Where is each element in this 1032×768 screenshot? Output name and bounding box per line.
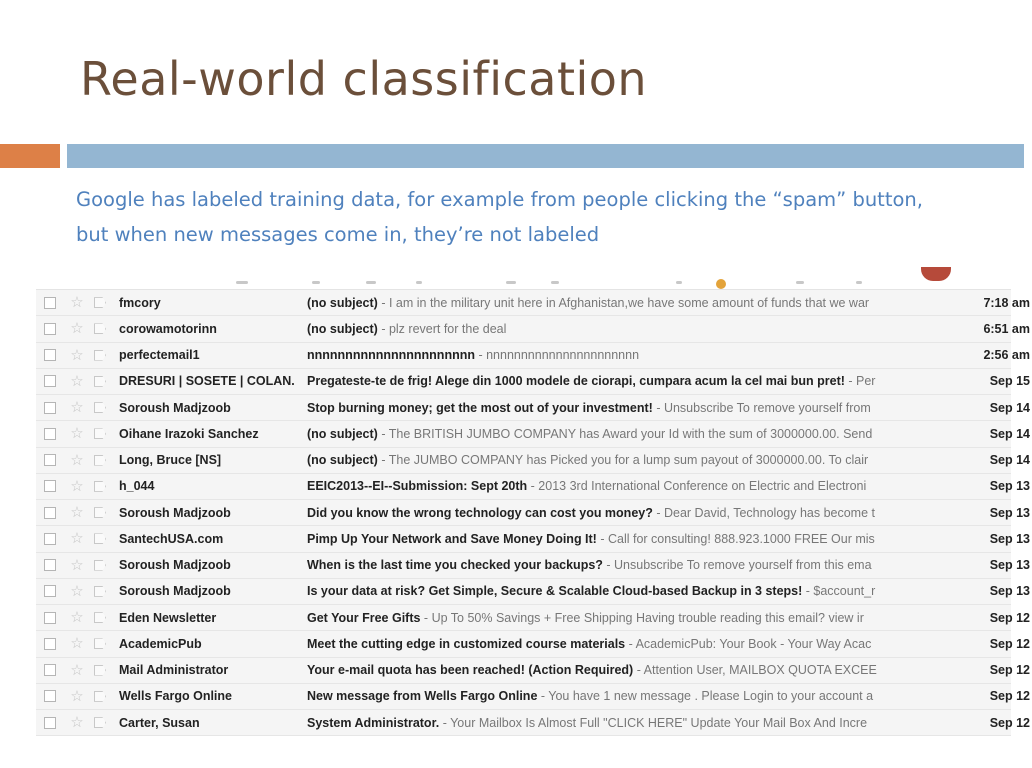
email-snippet: The BRITISH JUMBO COMPANY has Award your Id with the sum of 3000000.00. Send [388, 426, 873, 441]
email-snippet-separator: - [844, 374, 857, 389]
email-sender: DRESURI | SOSETE | COLAN. [119, 374, 295, 389]
select-checkbox[interactable] [44, 428, 56, 440]
select-checkbox[interactable] [44, 585, 56, 597]
email-date: Sep 14 [989, 453, 1030, 468]
email-snippet: I am in the military unit here in Afghanistan,we have some amount of funds that we war [388, 295, 870, 310]
star-icon[interactable]: ☆ [70, 294, 84, 312]
email-subject: Is your data at risk? Get Simple, Secure & Scalable Cloud-based Backup in 3 steps! [307, 584, 803, 599]
email-snippet: AcademicPub: Your Book - Your Way Acac [635, 636, 872, 651]
email-sender: h_044 [119, 479, 155, 494]
email-snippet: Up To 50% Savings + Free Shipping Having trouble reading this email? view ir [431, 610, 864, 625]
email-content [307, 663, 905, 677]
email-snippet-separator: - [420, 610, 432, 625]
importance-marker-icon[interactable] [94, 691, 106, 702]
star-icon[interactable]: ☆ [70, 687, 84, 705]
star-icon[interactable]: ☆ [70, 556, 84, 574]
email-snippet-separator: - [377, 295, 389, 310]
email-content [307, 479, 905, 493]
email-sender: Mail Administrator [119, 663, 229, 678]
email-snippet: Call for consulting! 888.923.1000 FREE Our mis [607, 531, 875, 546]
email-subject: (no subject) [307, 295, 378, 310]
importance-marker-icon[interactable] [94, 376, 106, 387]
star-icon[interactable]: ☆ [70, 661, 84, 679]
email-content [307, 689, 905, 703]
email-sender: Soroush Madjzoob [119, 505, 231, 520]
select-checkbox[interactable] [44, 402, 56, 414]
importance-marker-icon[interactable] [94, 297, 106, 308]
email-subject: New message from Wells Fargo Online [307, 689, 538, 704]
email-snippet-separator: - [377, 453, 389, 468]
email-date: 7:18 am [983, 295, 1030, 310]
email-snippet: Dear David, Technology has become t [663, 505, 875, 520]
email-sender: Long, Bruce [NS] [119, 453, 222, 468]
email-snippet-separator: - [652, 400, 664, 415]
email-content [307, 716, 905, 730]
email-date: 6:51 am [983, 321, 1030, 336]
email-row[interactable] [36, 500, 1030, 526]
email-row[interactable] [36, 448, 1030, 474]
email-snippet: Unsubscribe To remove yourself from [663, 400, 871, 415]
email-row[interactable] [36, 474, 1030, 500]
importance-marker-icon[interactable] [94, 533, 106, 544]
email-content [307, 506, 905, 520]
importance-marker-icon[interactable] [94, 481, 106, 492]
email-snippet-separator: - [439, 715, 451, 730]
email-row[interactable] [36, 684, 1030, 710]
email-snippet-separator: - [652, 505, 664, 520]
email-sender: AcademicPub [119, 636, 202, 651]
email-snippet-separator: - [625, 636, 636, 651]
email-content [307, 611, 905, 625]
email-row[interactable] [36, 579, 1030, 605]
email-row[interactable] [36, 395, 1030, 421]
email-date: Sep 12 [989, 715, 1030, 730]
email-snippet: $account_r [813, 584, 876, 599]
select-checkbox[interactable] [44, 612, 56, 624]
email-content [307, 348, 905, 362]
email-subject: (no subject) [307, 321, 378, 336]
email-sender: Soroush Madjzoob [119, 558, 231, 573]
email-content [307, 296, 905, 310]
importance-marker-icon[interactable] [94, 717, 106, 728]
email-snippet: Attention User, MAILBOX QUOTA EXCEE [643, 663, 877, 678]
email-snippet: You have 1 new message . Please Login to your account a [548, 689, 874, 704]
star-icon[interactable]: ☆ [70, 582, 84, 600]
slide-title: Real-world classification [80, 52, 648, 106]
star-icon[interactable]: ☆ [70, 451, 84, 469]
email-snippet-separator: - [474, 348, 487, 363]
email-date: 2:56 am [983, 348, 1030, 363]
email-sender: Soroush Madjzoob [119, 584, 231, 599]
email-snippet-separator: - [633, 663, 644, 678]
select-checkbox[interactable] [44, 690, 56, 702]
email-subject: (no subject) [307, 453, 378, 468]
email-snippet: Your Mailbox Is Almost Full "CLICK HERE" Update Your Mail Box And Incre [450, 715, 868, 730]
importance-marker-icon[interactable] [94, 560, 106, 571]
email-date: Sep 12 [989, 610, 1030, 625]
select-checkbox[interactable] [44, 559, 56, 571]
email-sender: Wells Fargo Online [119, 689, 232, 704]
star-icon[interactable]: ☆ [70, 372, 84, 390]
email-content [307, 401, 905, 415]
email-date: Sep 12 [989, 636, 1030, 651]
email-content [307, 453, 905, 467]
email-content [307, 637, 905, 651]
accent-bar-blue [67, 144, 1024, 168]
select-checkbox[interactable] [44, 717, 56, 729]
email-snippet: plz revert for the deal [388, 321, 507, 336]
email-subject: When is the last time you checked your backups? [307, 558, 603, 573]
star-icon[interactable]: ☆ [70, 399, 84, 417]
email-list [36, 267, 1030, 732]
email-date: Sep 13 [989, 531, 1030, 546]
email-date: Sep 13 [989, 584, 1030, 599]
email-content [307, 584, 905, 598]
importance-marker-icon[interactable] [94, 323, 106, 334]
importance-marker-icon[interactable] [94, 507, 106, 518]
email-snippet: nnnnnnnnnnnnnnnnnnnnnn [486, 348, 640, 363]
email-snippet: Per [856, 374, 876, 389]
email-date: Sep 14 [989, 400, 1030, 415]
email-date: Sep 12 [989, 663, 1030, 678]
slide-subtitle: Google has labeled training data, for example from people clicking the “spam” button, but when new messages come in, they’re not labeled [76, 188, 923, 246]
email-snippet-separator: - [537, 689, 549, 704]
star-icon[interactable]: ☆ [70, 530, 84, 548]
select-checkbox[interactable] [44, 664, 56, 676]
cropped-row [36, 267, 1011, 290]
email-sender: Eden Newsletter [119, 610, 217, 625]
star-icon[interactable]: ☆ [70, 635, 84, 653]
email-subject: Pimp Up Your Network and Save Money Doing It! [307, 531, 597, 546]
email-subject: Pregateste-te de frig! Alege din 1000 modele de ciorapi, cumpara acum la cel mai bun pret! [307, 374, 845, 389]
email-row[interactable] [36, 526, 1030, 552]
select-checkbox[interactable] [44, 349, 56, 361]
importance-marker-icon[interactable] [94, 586, 106, 597]
email-row[interactable] [36, 316, 1030, 342]
email-snippet: The JUMBO COMPANY has Picked you for a lump sum payout of 3000000.00. To clair [388, 453, 869, 468]
email-subject: Your e-mail quota has been reached! (Action Required) [307, 663, 634, 678]
email-content [307, 374, 905, 388]
email-sender: perfectemail1 [119, 348, 200, 363]
star-icon[interactable]: ☆ [70, 609, 84, 627]
email-row[interactable] [36, 710, 1030, 736]
email-subject: Stop burning money; get the most out of your investment! [307, 400, 653, 415]
email-content [307, 532, 905, 546]
email-subject: EEIC2013--EI--Submission: Sept 20th [307, 479, 528, 494]
email-snippet: 2013 3rd International Conference on Electric and Electroni [538, 479, 867, 494]
email-date: Sep 14 [989, 426, 1030, 441]
select-checkbox[interactable] [44, 638, 56, 650]
email-content [307, 558, 905, 572]
importance-marker-icon[interactable] [94, 350, 106, 361]
email-subject: Get Your Free Gifts [307, 610, 421, 625]
email-date: Sep 13 [989, 558, 1030, 573]
star-icon[interactable]: ☆ [70, 425, 84, 443]
select-checkbox[interactable] [44, 533, 56, 545]
accent-bar-orange [0, 144, 60, 168]
importance-marker-icon[interactable] [94, 665, 106, 676]
importance-marker-icon[interactable] [94, 612, 106, 623]
email-row[interactable] [36, 631, 1030, 657]
email-subject: (no subject) [307, 426, 378, 441]
email-row[interactable] [36, 290, 1030, 316]
email-date: Sep 13 [989, 479, 1030, 494]
importance-marker-icon[interactable] [94, 428, 106, 439]
star-icon[interactable]: ☆ [70, 714, 84, 732]
email-row[interactable] [36, 658, 1030, 684]
email-snippet-separator: - [802, 584, 814, 599]
select-checkbox[interactable] [44, 454, 56, 466]
email-subject: Meet the cutting edge in customized course materials [307, 636, 626, 651]
email-date: Sep 12 [989, 689, 1030, 704]
email-snippet-separator: - [377, 426, 389, 441]
email-snippet-separator: - [596, 531, 608, 546]
email-snippet-separator: - [377, 321, 389, 336]
email-date: Sep 15 [989, 374, 1030, 389]
star-icon[interactable]: ☆ [70, 504, 84, 522]
email-subject: Did you know the wrong technology can cost you money? [307, 505, 653, 520]
select-checkbox[interactable] [44, 297, 56, 309]
email-date: Sep 13 [989, 505, 1030, 520]
star-icon[interactable]: ☆ [70, 346, 84, 364]
email-subject: System Administrator. [307, 715, 440, 730]
email-row[interactable] [36, 605, 1030, 631]
email-content [307, 322, 905, 336]
star-icon[interactable]: ☆ [70, 477, 84, 495]
select-checkbox[interactable] [44, 375, 56, 387]
email-row[interactable] [36, 343, 1030, 369]
email-snippet-separator: - [527, 479, 539, 494]
email-sender: Soroush Madjzoob [119, 400, 231, 415]
email-sender: Oihane Irazoki Sanchez [119, 426, 259, 441]
email-snippet-separator: - [602, 558, 615, 573]
email-sender: Carter, Susan [119, 715, 200, 730]
importance-marker-icon[interactable] [94, 638, 106, 649]
select-checkbox[interactable] [44, 323, 56, 335]
select-checkbox[interactable] [44, 507, 56, 519]
select-checkbox[interactable] [44, 480, 56, 492]
email-row[interactable] [36, 421, 1030, 447]
email-snippet: Unsubscribe To remove yourself from this ema [614, 558, 872, 573]
email-row[interactable] [36, 369, 1030, 395]
email-subject: nnnnnnnnnnnnnnnnnnnnnn [307, 348, 475, 363]
email-row[interactable] [36, 553, 1030, 579]
email-sender: corowamotorinn [119, 321, 217, 336]
importance-marker-icon[interactable] [94, 455, 106, 466]
email-sender: fmcory [119, 295, 161, 310]
star-icon[interactable]: ☆ [70, 320, 84, 338]
importance-marker-icon[interactable] [94, 402, 106, 413]
email-content [307, 427, 905, 441]
email-sender: SantechUSA.com [119, 531, 224, 546]
